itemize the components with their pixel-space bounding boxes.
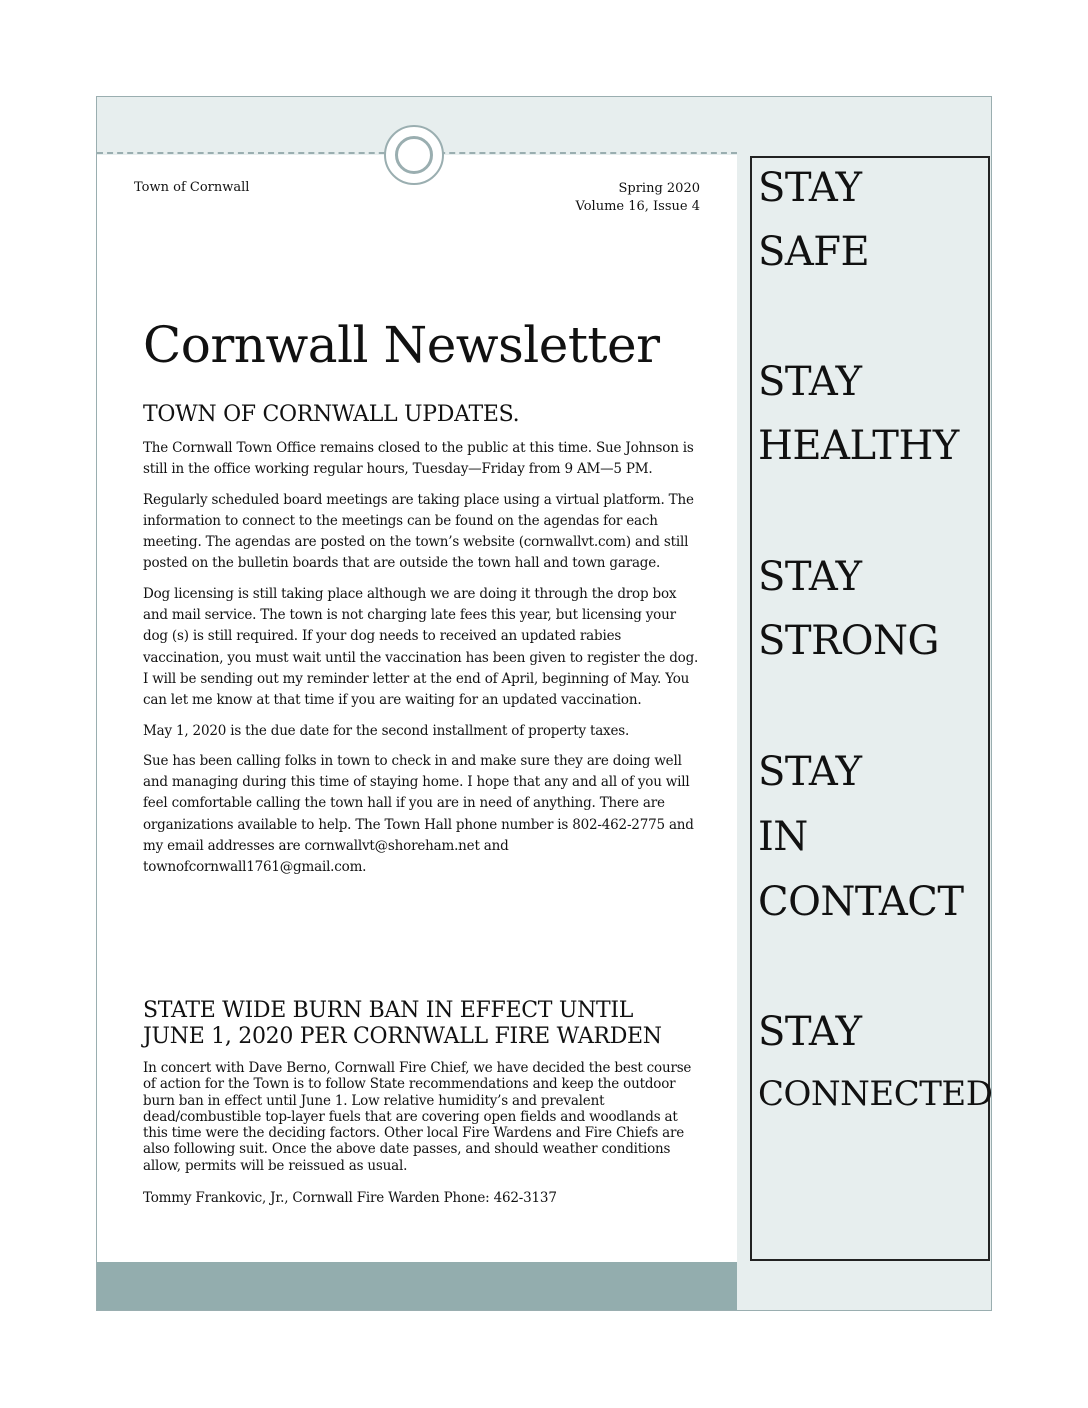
- sidebar-word: IN: [758, 814, 808, 860]
- ring-ornament: [384, 125, 444, 185]
- sidebar-word: STAY: [758, 1009, 862, 1055]
- sidebar-word: STAY: [758, 165, 862, 211]
- sidebar-word: STAY: [758, 749, 862, 795]
- sidebar-word: HEALTHY: [758, 423, 959, 469]
- article-paragraph: The Cornwall Town Office remains closed to the public at this time. Sue Johnson is still in the office working regular hours, Tuesday—Friday from 9 AM—5 PM.: [143, 440, 694, 478]
- article-burn-ban: [143, 998, 699, 1218]
- sidebar-stay-box: [750, 156, 993, 1261]
- article-paragraph: In concert with Dave Berno, Cornwall Fire Chief, we have decided the best course of action for the Town is to follow State recommendations and keep the outdoor burn ban in effect until June 1. Low relative humidity’s and prevalent dead/combustible top-layer fuels that are covering open fields and woodlands at this time were the deciding factors. Other local Fire Wardens and Fire Chiefs are also following suit. Once the above date passes, and should weather conditions allow, permits will be reissued as usual.: [143, 1060, 692, 1174]
- article-signature: Tommy Frankovic, Jr., Cornwall Fire Warden Phone: 462-3137: [143, 1190, 557, 1207]
- org-name: Town of Cornwall: [134, 180, 250, 195]
- issue-volume: Volume 16, Issue 4: [575, 199, 700, 214]
- footer-band: [97, 1262, 737, 1310]
- article-town-updates: [143, 402, 699, 888]
- sidebar-word: STAY: [758, 359, 862, 405]
- sidebar-word: CONNECTED: [758, 1074, 993, 1114]
- article-heading: TOWN OF CORNWALL UPDATES.: [143, 402, 520, 427]
- issue-info: [540, 180, 700, 216]
- article-heading: STATE WIDE BURN BAN IN EFFECT UNTIL JUNE 1, 2020 PER CORNWALL FIRE WARDEN: [143, 998, 662, 1049]
- article-paragraph: Sue has been calling folks in town to check in and make sure they are doing well and managing during this time of staying home. I hope that any and all of you will feel comfortable calling the town hall if you are in need of anything. There are organizations available to help. The Town Hall phone number is 802-462-2775 and my email addresses are cornwallvt@shoreham.net and townofcornwall1761@gmail.com.: [143, 752, 694, 876]
- article-paragraph: Regularly scheduled board meetings are taking place using a virtual platform. The information to connect to the meetings can be found on the agendas for each meeting. The agendas are posted on the town’s website (cornwallvt.com) and still posted on the bulletin boards that are outside the town hall and town garage.: [143, 491, 694, 572]
- sidebar-word: STRONG: [758, 618, 939, 664]
- sidebar-word: CONTACT: [758, 879, 964, 925]
- page-title: Cornwall Newsletter: [143, 316, 660, 374]
- sidebar-word: STAY: [758, 554, 862, 600]
- sidebar-word: SAFE: [758, 229, 870, 275]
- issue-season: Spring 2020: [618, 181, 700, 196]
- article-paragraph: Dog licensing is still taking place although we are doing it through the drop box and mail service. The town is not charging late fees this year, but licensing your dog (s) is still required. If your dog needs to received an updated rabies vaccination, you must wait until the vaccination has been given to register the dog. I will be sending out my reminder letter at the end of April, beginning of May. You can let me know at that time if you are waiting for an updated vaccination.: [143, 585, 699, 709]
- article-paragraph: May 1, 2020 is the due date for the second installment of property taxes.: [143, 722, 630, 739]
